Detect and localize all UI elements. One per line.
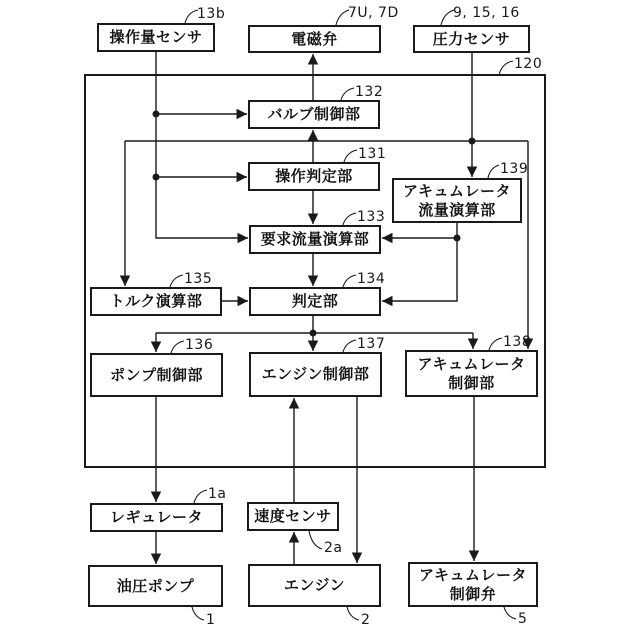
block-label: トルク演算部 — [109, 292, 203, 311]
block-engine — [248, 564, 381, 607]
ref-1a: 1a — [208, 486, 227, 502]
block-pump-control — [90, 353, 223, 397]
ref-132: 132 — [355, 84, 384, 100]
block-speed-sensor — [247, 502, 339, 531]
block-label: エンジン — [283, 576, 346, 595]
block-label: 速度センサ — [254, 507, 332, 526]
block-label: 操作量センサ — [109, 28, 203, 47]
block-label: アキュムレータ制御部 — [417, 354, 526, 392]
block-label: バルブ制御部 — [267, 105, 361, 124]
ref-133: 133 — [357, 209, 386, 225]
block-operation-sensor — [97, 23, 215, 52]
block-operation-determination — [248, 162, 380, 191]
ref-13b: 13b — [197, 6, 226, 22]
block-accumulator-control-valve — [408, 562, 538, 607]
ref-139: 139 — [500, 161, 529, 177]
block-label: アキュムレータ流量演算部 — [403, 181, 511, 219]
block-label: 圧力センサ — [432, 29, 511, 48]
block-label: エンジン制御部 — [261, 365, 370, 384]
block-label: 要求流量演算部 — [260, 230, 370, 249]
ref-1: 1 — [206, 612, 216, 628]
block-hydraulic-pump — [88, 565, 223, 607]
block-solenoid-valve — [248, 25, 381, 53]
ref-2a: 2a — [324, 540, 343, 556]
block-regulator — [90, 503, 223, 532]
block-label: 操作判定部 — [275, 167, 353, 186]
ref-131: 131 — [358, 146, 387, 162]
block-accumulator-control — [405, 350, 538, 397]
ref-7u-7d: 7U, 7D — [348, 5, 399, 21]
block-label: レギュレータ — [109, 508, 203, 527]
block-label: 判定部 — [291, 292, 339, 311]
block-label: 電磁弁 — [291, 29, 338, 48]
block-label: ポンプ制御部 — [109, 365, 203, 384]
ref-136: 136 — [185, 337, 214, 353]
block-valve-control — [248, 100, 380, 129]
ref-9-15-16: 9, 15, 16 — [453, 5, 520, 21]
block-required-flow-calc — [249, 225, 381, 254]
ref-134: 134 — [357, 271, 386, 287]
block-label: 油圧ポンプ — [116, 576, 195, 595]
block-determination — [249, 287, 381, 316]
block-pressure-sensor — [413, 25, 530, 53]
ref-2: 2 — [361, 612, 371, 628]
block-accumulator-flow-calc — [392, 178, 522, 223]
ref-135: 135 — [184, 271, 213, 287]
ref-120: 120 — [514, 56, 543, 72]
block-engine-control — [249, 352, 382, 397]
ref-5: 5 — [518, 611, 528, 627]
ref-138: 138 — [503, 334, 532, 350]
ref-137: 137 — [357, 336, 386, 352]
wire-acc-flow-to-determination — [382, 223, 457, 301]
wire-opsensor-to-required-flow — [156, 52, 248, 238]
block-label: アキュムレータ制御弁 — [419, 565, 527, 603]
block-torque-calc — [90, 287, 222, 316]
